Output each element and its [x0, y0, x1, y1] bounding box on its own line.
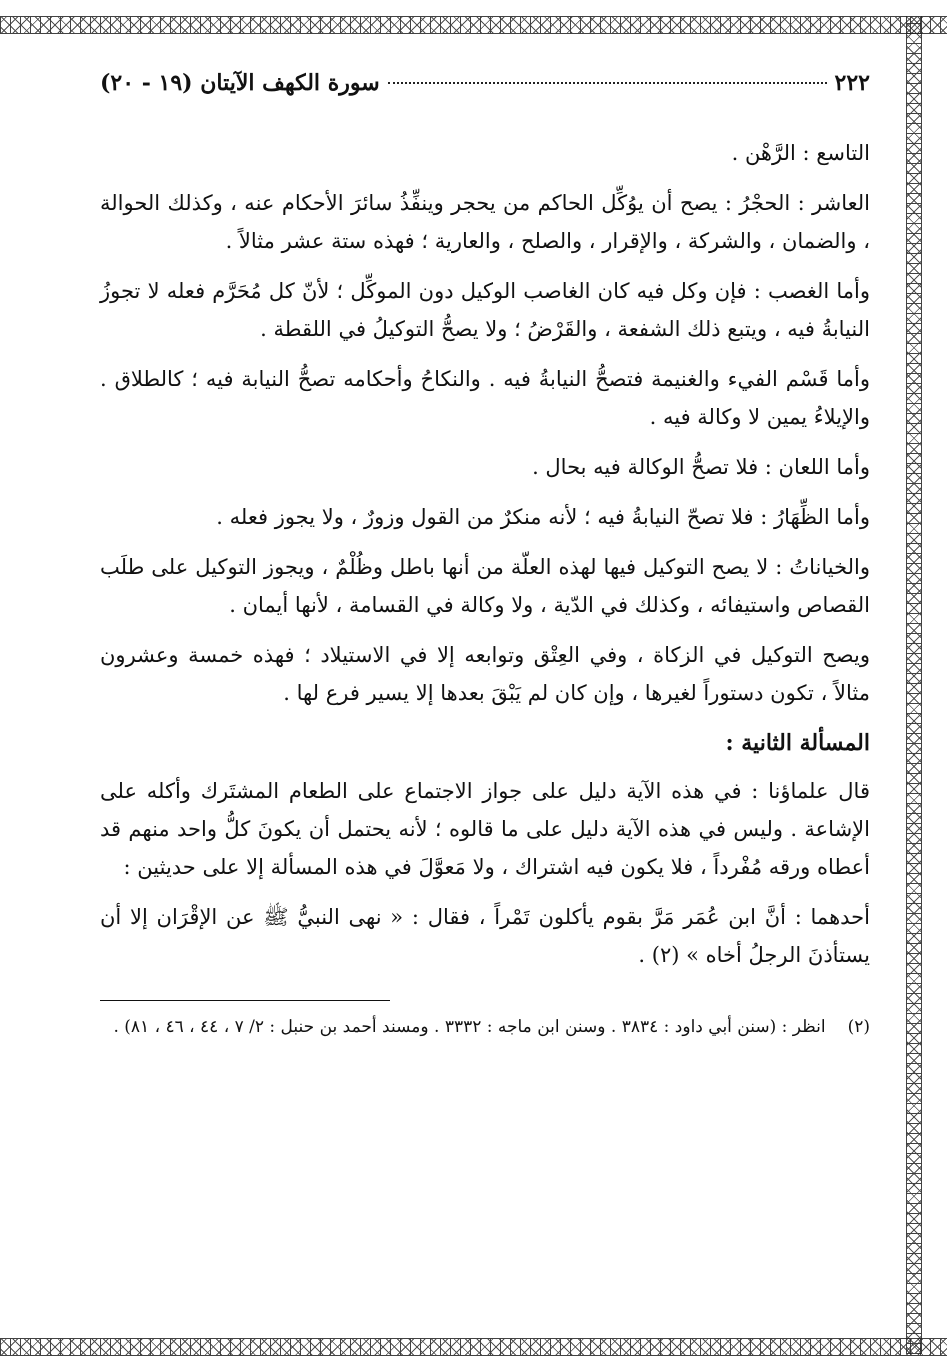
- page-content: [100, 70, 870, 1043]
- page-number: ٢٢٢: [834, 70, 870, 96]
- decorative-border-right: [906, 16, 922, 1354]
- decorative-border-bottom: [0, 1338, 947, 1356]
- paragraph: وأما قَسْم الفيء والغنيمة فتصحُّ النيابةُ فيه . والنكاحُ وأحكامه تصحُّ النيابة فيه ؛ كالطلاق . والإيلاءُ يمين لا وكالة فيه .: [100, 367, 870, 429]
- paragraph: التاسع : الرَّهْن .: [731, 141, 870, 165]
- paragraph: والخياناتُ : لا يصح التوكيل فيها لهذه العلّة من أنها باطل وظُلْمٌ ، ويجوز التوكيل على طلَب القصاص واستيفائه ، وكذلك في الدّية ، ولا وكالة في القسامة ، لأنها أيمان .: [100, 555, 870, 617]
- paragraph: وأما الظِّهَارُ : فلا تصحّ النيابةُ فيه ؛ لأنه منكرٌ من القول وزورٌ ، ولا يجوز فعله .: [216, 505, 870, 529]
- footnote-text: انظر : (سنن أبي داود : ٣٨٣٤ . وسنن ابن ماجه : ٣٣٣٢ . ومسند أحمد بن حنبل : ٢/ ٧ ، ٤٤ ، ٤٦ ، ٨١) .: [113, 1017, 826, 1037]
- running-header: [100, 70, 870, 96]
- paragraph: وأما الغصب : فإن وكل فيه كان الغاصب الوكيل دون الموكِّل ؛ لأنّ كل مُحَرَّم فعله لا تجوزُ النيابةُ فيه ، ويتبع ذلك الشفعة ، والقَرْضُ ؛ ولا يصحُّ التوكيلُ في اللقطة .: [100, 279, 870, 341]
- footnote-separator-wrap: [100, 1000, 870, 1001]
- paragraph: قال علماؤنا : في هذه الآية دليل على جواز الاجتماع على الطعام المشتَرك وأكله على الإشاعة . وليس في هذه الآية دليل على ما قالوه ؛ لأنه يحتمل أن يكونَ كلُّ واحد منهم قد أعطاه ورقه مُفْرداً ، فلا يكون فيه اشتراك ، ولا مَعوَّلَ في هذه المسألة إلا على حديثين :: [100, 779, 870, 879]
- running-title: سورة الكهف الآيتان (١٩ - ٢٠): [100, 70, 380, 96]
- paragraph: أحدهما : أنَّ ابن عُمَر مَرَّ بقوم يأكلون تَمْراً ، فقال : « نهى النبيُّ ﷺ عن الإقْرَان إلا أن يستأذنَ الرجلُ أخاه » (٢) .: [100, 905, 870, 967]
- section-heading: المسألة الثانية :: [725, 730, 870, 756]
- paragraph: ويصح التوكيل في الزكاة ، وفي العِتْق وتوابعه إلا في الاستيلاد ؛ فهذه خمسة وعشرون مثالاً ، تكون دستوراً لغيرها ، وإن كان لم يَبْقَ بعدها إلا يسير فرع لها .: [100, 643, 870, 705]
- paragraph: وأما اللعان : فلا تصحُّ الوكالة فيه بحال .: [532, 455, 870, 479]
- header-dotted-leader: [388, 82, 827, 84]
- decorative-border-top: [0, 16, 947, 34]
- footnote-separator: [100, 1000, 390, 1001]
- footnote: [100, 1011, 870, 1043]
- footnote-mark: (٢): [847, 1017, 870, 1037]
- paragraph: العاشر : الحجْرُ : يصح أن يوُكِّل الحاكم من يحجر وينفِّذُ سائرَ الأحكام عنه ، وكذلك الحوالة ، والضمان ، والشركة ، والإقرار ، والصلح ، والعارية ؛ فهذه ستة عشر مثالاً .: [100, 191, 870, 253]
